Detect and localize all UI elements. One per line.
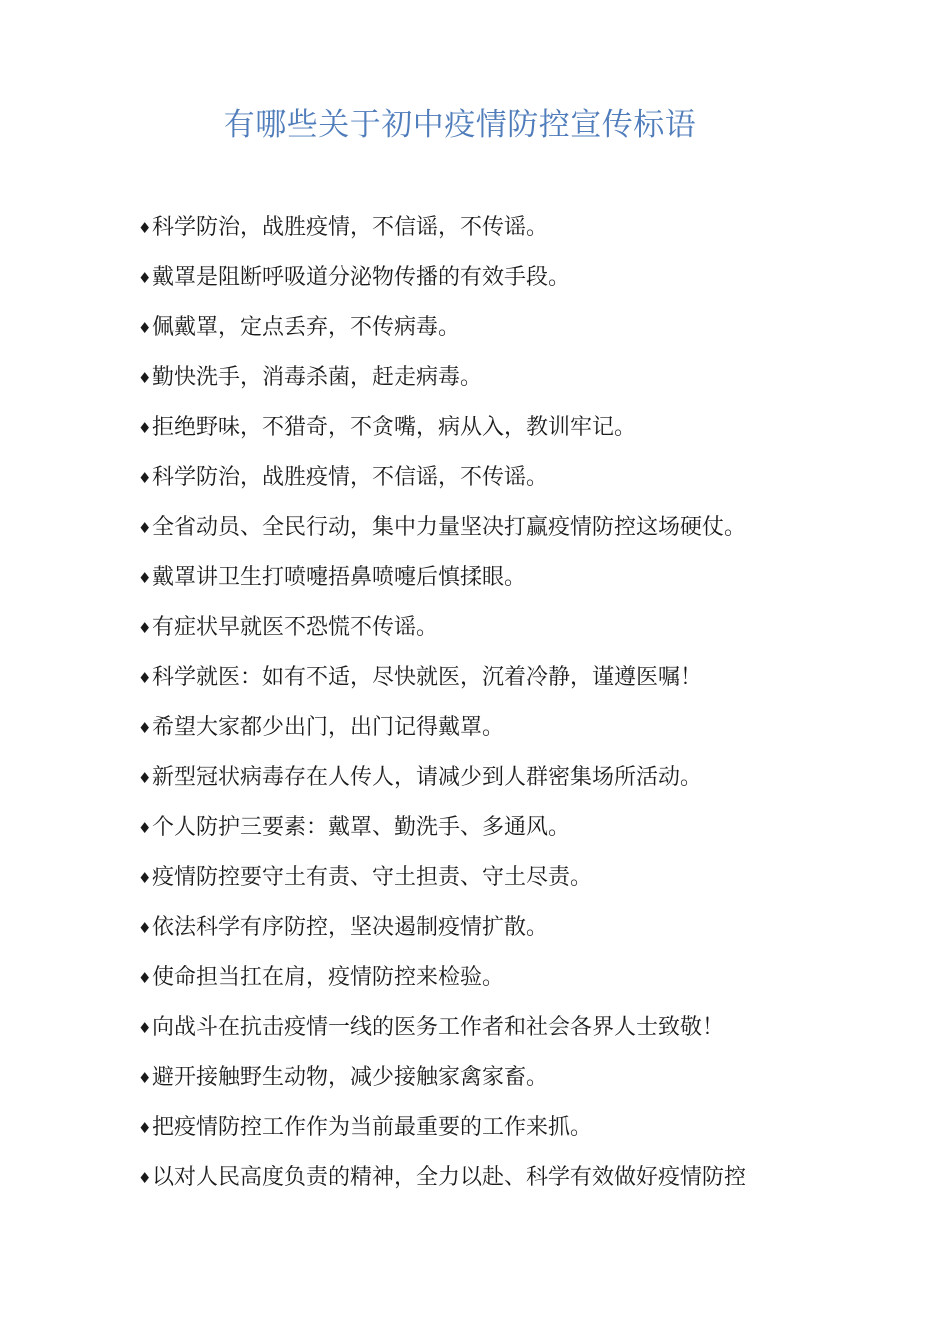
diamond-bullet-icon: ♦ [138,869,152,887]
slogan-item [138,853,838,903]
diamond-bullet-icon: ♦ [138,269,152,287]
slogan-item [138,753,838,803]
slogan-item [138,203,838,253]
slogan-item [138,503,838,553]
slogan-text: 全省动员、全民行动，集中力量坚决打赢疫情防控这场硬仗。 [152,515,747,540]
slogan-text: 依法科学有序防控，坚决遏制疫情扩散。 [152,915,549,940]
diamond-bullet-icon: ♦ [138,719,152,737]
diamond-bullet-icon: ♦ [138,1169,152,1187]
slogan-text: 向战斗在抗击疫情一线的医务工作者和社会各界人士致敬！ [152,1015,725,1040]
slogan-item [138,353,838,403]
diamond-bullet-icon: ♦ [138,969,152,987]
diamond-bullet-icon: ♦ [138,419,152,437]
slogan-text: 使命担当扛在肩，疫情防控来检验。 [152,965,505,990]
slogan-item [138,1003,838,1053]
slogan-text: 希望大家都少出门，出门记得戴罩。 [152,715,505,740]
diamond-bullet-icon: ♦ [138,919,152,937]
slogan-item [138,1153,838,1203]
slogan-item [138,803,838,853]
slogan-text: 科学防治，战胜疫情，不信谣，不传谣。 [152,465,549,490]
diamond-bullet-icon: ♦ [138,469,152,487]
slogan-item [138,453,838,503]
slogan-item [138,903,838,953]
slogan-text: 个人防护三要素：戴罩、勤洗手、多通风。 [152,815,571,840]
diamond-bullet-icon: ♦ [138,769,152,787]
slogan-text: 勤快洗手，消毒杀菌，赶走病毒。 [152,365,483,390]
slogan-item [138,603,838,653]
diamond-bullet-icon: ♦ [138,369,152,387]
diamond-bullet-icon: ♦ [138,1019,152,1037]
slogan-item [138,1053,838,1103]
slogan-text: 拒绝野味，不猎奇，不贪嘴，病从入，教训牢记。 [152,415,637,440]
slogan-text: 科学就医：如有不适，尽快就医，沉着冷静，谨遵医嘱！ [152,665,703,690]
slogan-text: 疫情防控要守土有责、守土担责、守土尽责。 [152,865,593,890]
slogan-text: 科学防治，战胜疫情，不信谣，不传谣。 [152,215,549,240]
slogan-text: 佩戴罩，定点丢弃，不传病毒。 [152,315,461,340]
document-title: 有哪些关于初中疫情防控宣传标语 [223,107,697,143]
diamond-bullet-icon: ♦ [138,819,152,837]
slogan-text: 戴罩是阻断呼吸道分泌物传播的有效手段。 [152,265,571,290]
slogan-item [138,553,838,603]
slogan-list [138,203,838,1203]
slogan-item [138,953,838,1003]
slogan-text: 把疫情防控工作作为当前最重要的工作来抓。 [152,1115,593,1140]
diamond-bullet-icon: ♦ [138,519,152,537]
diamond-bullet-icon: ♦ [138,619,152,637]
diamond-bullet-icon: ♦ [138,319,152,337]
slogan-item [138,403,838,453]
slogan-item [138,653,838,703]
slogan-item [138,303,838,353]
diamond-bullet-icon: ♦ [138,219,152,237]
slogan-item [138,703,838,753]
diamond-bullet-icon: ♦ [138,1119,152,1137]
slogan-text: 以对人民高度负责的精神，全力以赴、科学有效做好疫情防控 [152,1165,747,1190]
diamond-bullet-icon: ♦ [138,1069,152,1087]
slogan-text: 戴罩讲卫生打喷嚏捂鼻喷嚏后慎揉眼。 [152,565,527,590]
diamond-bullet-icon: ♦ [138,669,152,687]
slogan-text: 新型冠状病毒存在人传人，请减少到人群密集场所活动。 [152,765,703,790]
slogan-item [138,1103,838,1153]
slogan-item [138,253,838,303]
slogan-text: 避开接触野生动物，减少接触家禽家畜。 [152,1065,549,1090]
diamond-bullet-icon: ♦ [138,569,152,587]
slogan-text: 有症状早就医不恐慌不传谣。 [152,615,439,640]
